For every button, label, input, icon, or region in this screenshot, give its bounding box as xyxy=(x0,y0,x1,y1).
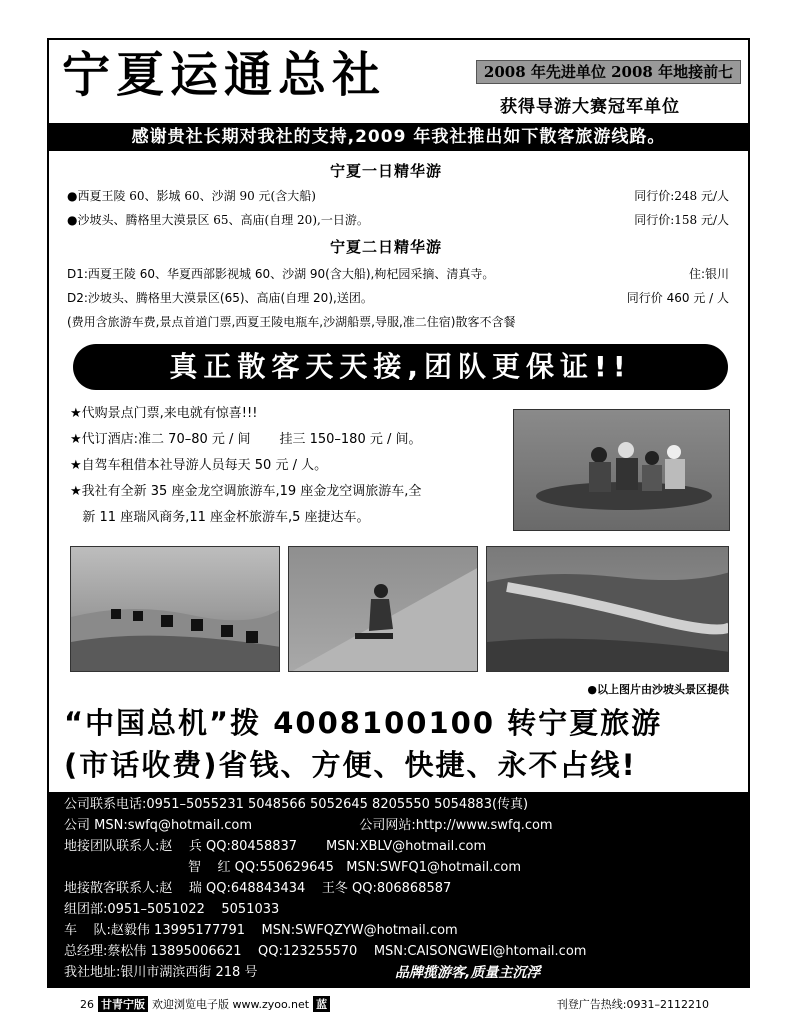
hotline-line2: (市话收费)省钱、方便、快捷、永不占线! xyxy=(64,748,637,782)
hotline-line1: “中国总机”拨 4008100100 转宁夏旅游 xyxy=(64,706,663,740)
one-day-item: ●西夏王陵 60、影城 60、沙湖 90 元(含大船) xyxy=(67,189,316,203)
browse-text: 欢迎浏览电子版 www.zyoo.net xyxy=(152,998,310,1011)
two-day-d2: D2:沙坡头、腾格里大漠景区(65)、高庙(自理 20),送团。 xyxy=(67,291,373,305)
award-text: 获得导游大赛冠军单位 xyxy=(500,97,680,117)
contact-panel xyxy=(49,792,748,986)
contact-line: 地接散客联系人:赵 瑞 QQ:648843434 王冬 QQ:806868587 xyxy=(64,881,452,896)
honor-badge: 2008 年先进单位 2008 年地接前七 xyxy=(476,60,741,84)
slogan-banner: 真正散客天天接,团队更保证!! xyxy=(73,344,728,390)
page-number: 26 xyxy=(80,997,94,1011)
photo-credit: ●以上图片由沙坡头景区提供 xyxy=(587,683,729,696)
contact-line: 地接团队联系人:赵 兵 QQ:80458837 MSN:XBLV@hotmail.com xyxy=(64,839,487,854)
raft-photo xyxy=(513,409,730,531)
feature-item: 新 11 座瑞风商务,11 座金杯旅游车,5 座捷达车。 xyxy=(70,510,370,525)
sand-sliding-photo xyxy=(288,546,478,672)
two-day-d1: D1:西夏王陵 60、华夏西部影视城 60、沙湖 90(含大船),枸杞园采摘、清真寺。 xyxy=(67,267,495,281)
intro-banner: 感谢贵社长期对我社的支持,2009 年我社推出如下散客旅游线路。 xyxy=(49,123,748,151)
edition-label: 甘青宁版 xyxy=(98,996,148,1012)
contact-line: 公司联系电话:0951–5055231 5048566 5052645 8205550 5054883(传真) xyxy=(64,797,529,812)
footer-left xyxy=(80,996,330,1012)
yellow-river-photo xyxy=(486,546,729,672)
two-day-price: 同行价 460 元 / 人 xyxy=(626,291,729,305)
feature-item: ★我社有全新 35 座金龙空调旅游车,19 座金龙空调旅游车,全 xyxy=(70,484,422,499)
one-day-price: 同行价:158 元/人 xyxy=(634,213,729,227)
ad-hotline: 刊登广告热线:0931–2112210 xyxy=(556,998,709,1011)
agency-title: 宁夏运通总社 xyxy=(62,47,387,103)
contact-line: 总经理:蔡松伟 13895006621 QQ:123255570 MSN:CAISONGWEI@htomail.com xyxy=(64,944,587,959)
feature-item: ★自驾车租借本社导游人员每天 50 元 / 人。 xyxy=(70,458,328,473)
contact-line: 智 红 QQ:550629645 MSN:SWFQ1@hotmail.com xyxy=(64,860,522,875)
one-day-item: ●沙坡头、腾格里大漠景区 65、高庙(自理 20),一日游。 xyxy=(67,213,369,227)
two-day-note: (费用含旅游车费,景点首道门票,西夏王陵电瓶车,沙湖船票,导服,准二住宿)散客不含餐 xyxy=(67,315,516,329)
contact-line: 公司 MSN:swfq@hotmail.com 公司网站:http://www.swfq.com xyxy=(64,818,553,833)
motto: 品牌揽游客,质量主沉浮 xyxy=(395,965,541,981)
contact-line: 组团部:0951–5051022 5051033 xyxy=(64,902,280,917)
camel-caravan-photo xyxy=(70,546,280,672)
one-day-heading: 宁夏一日精华游 xyxy=(330,162,443,180)
color-label: 蓝 xyxy=(313,996,330,1012)
feature-item: ★代订酒店:准二 70–80 元 / 间 挂三 150–180 元 / 间。 xyxy=(70,432,422,447)
contact-line: 车 队:赵毅伟 13995177791 MSN:SWFQZYW@hotmail.com xyxy=(64,923,458,938)
one-day-price: 同行价:248 元/人 xyxy=(634,189,729,203)
two-day-heading: 宁夏二日精华游 xyxy=(330,238,443,256)
feature-item: ★代购景点门票,来电就有惊喜!!! xyxy=(70,406,258,421)
contact-line: 我社地址:银川市湖滨西街 218 号 xyxy=(64,965,258,980)
two-day-stay: 住:银川 xyxy=(688,267,729,281)
